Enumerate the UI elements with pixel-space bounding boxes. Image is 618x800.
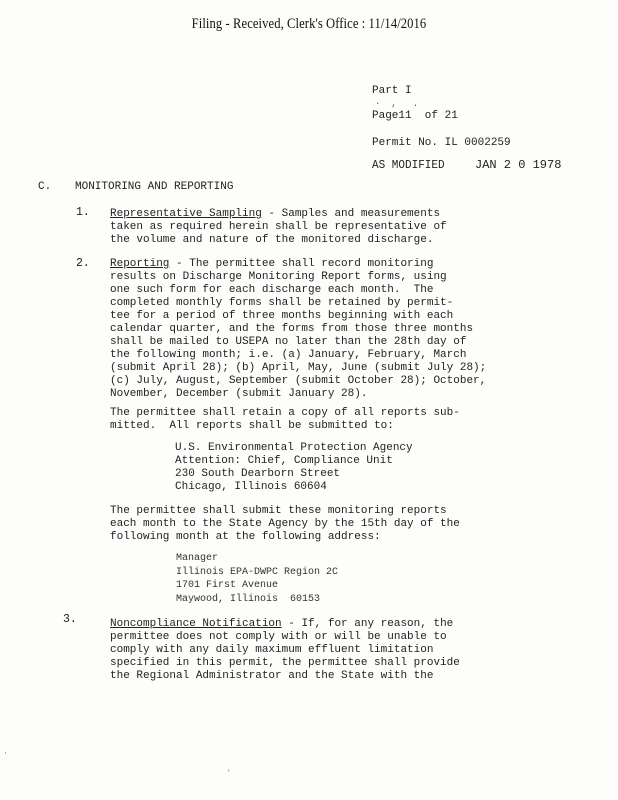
state-line: each month to the State Agency by the 15th day of the	[110, 518, 460, 530]
state-paragraph	[110, 505, 510, 544]
scan-speck: ·	[4, 748, 7, 758]
item-1-line: taken as required herein shall be representative of	[110, 221, 447, 233]
state-line: The permittee shall submit these monitoring reports	[110, 505, 447, 517]
item-1-line: - Samples and measurements	[261, 208, 441, 220]
page-number: Page11 of 21	[372, 110, 458, 122]
item-number-1: 1.	[76, 206, 90, 219]
item-3-line: permittee does not comply with or will be unable to	[110, 631, 447, 643]
item-3-line: the Regional Administrator and the State with the	[110, 670, 434, 682]
retain-line: mitted. All reports shall be submitted to:	[110, 420, 394, 432]
item-1-paragraph	[110, 208, 510, 247]
address-line: Manager	[176, 553, 219, 564]
address-line: Chicago, Illinois 60604	[175, 481, 327, 493]
item-3-line: specified in this permit, the permittee shall provide	[110, 657, 460, 669]
address-line: 1701 First Avenue	[176, 580, 279, 591]
item-number-3: 3.	[63, 613, 77, 626]
item-2-line: - The permittee shall record monitoring	[169, 258, 434, 270]
state-address	[176, 552, 338, 606]
item-3-line: - If, for any reason, the	[281, 618, 454, 630]
address-line: Illinois EPA-DWPC Region 2C	[176, 566, 339, 578]
item-2-line: one such form for each discharge each month. The	[110, 284, 434, 296]
scan-specks: · , .	[375, 99, 419, 109]
modified-date: JAN 2 0 1978	[475, 158, 562, 172]
item-2-line: (submit April 28); (b) April, May, June (submit July 28);	[110, 362, 487, 374]
address-line: Maywood, Illinois 60153	[176, 593, 321, 605]
address-line: Attention: Chief, Compliance Unit	[175, 455, 393, 467]
retain-line: The permittee shall retain a copy of all reports sub-	[110, 407, 460, 419]
item-2-line: calendar quarter, and the forms from those three months	[110, 323, 474, 335]
item-number-2: 2.	[76, 257, 90, 270]
item-3-paragraph	[110, 618, 510, 683]
address-line: U.S. Environmental Protection Agency	[175, 442, 413, 454]
section-title: MONITORING AND REPORTING	[75, 181, 234, 193]
filing-stamp: Filing - Received, Clerk's Office : 11/14/2016	[191, 16, 427, 32]
item-2-line: shall be mailed to USEPA no later than the 28th day of	[110, 336, 467, 348]
item-2-line: results on Discharge Monitoring Report forms, using	[110, 271, 447, 283]
section-letter: C.	[38, 181, 52, 193]
usepa-address	[175, 442, 413, 494]
item-2-line: tee for a period of three months beginning with each	[110, 310, 454, 322]
item-2-line: the following month; i.e. (a) January, February, March	[110, 349, 467, 361]
item-3-line: comply with any daily maximum effluent limitation	[110, 644, 434, 656]
item-2-paragraph	[110, 258, 510, 401]
address-line: 230 South Dearborn Street	[175, 468, 341, 480]
item-2-heading: Reporting	[110, 258, 170, 270]
retain-paragraph	[110, 407, 510, 433]
state-line: following month at the following address:	[110, 531, 381, 543]
item-2-line: completed monthly forms shall be retained by permit-	[110, 297, 454, 309]
permit-number: Permit No. IL 0002259	[372, 137, 511, 149]
item-1-heading: Representative Sampling	[110, 208, 262, 220]
item-3-heading: Noncompliance Notification	[110, 618, 282, 630]
item-2-line: (c) July, August, September (submit October 28); October,	[110, 375, 487, 387]
item-1-line: the volume and nature of the monitored discharge.	[110, 234, 434, 246]
part-label: Part I	[372, 85, 412, 97]
scan-speck: '	[228, 768, 230, 778]
item-2-line: November, December (submit January 28).	[110, 388, 368, 400]
modified-stamp: AS MODIFIED	[372, 159, 445, 173]
